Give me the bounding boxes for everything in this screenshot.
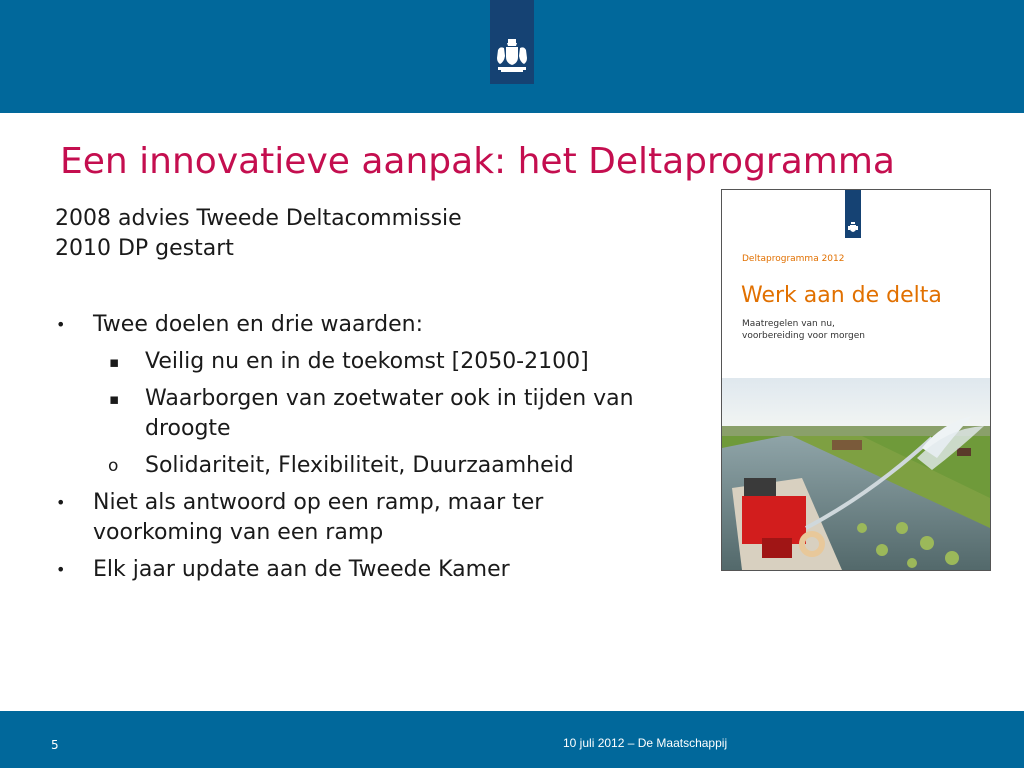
circle-bullet-icon: o (108, 456, 119, 476)
square-bullet-icon: ▪ (109, 353, 120, 371)
report-cover-image (721, 189, 991, 571)
bullet-text: Twee doelen en drie waarden: (93, 312, 423, 337)
cover-series-label: Deltaprogramma 2012 (742, 254, 845, 264)
sub-bullet-text: Veilig nu en in de toekomst [2050-2100] (145, 349, 589, 374)
polder-boat-photo (722, 378, 990, 570)
bullet-item (55, 488, 653, 548)
spacer (55, 264, 695, 303)
bullet-item (55, 555, 695, 585)
page-number: 5 (51, 738, 59, 752)
intro-line-2008: 2008 advies Tweede Deltacommissie (55, 206, 462, 231)
sub-bullet-item (55, 384, 665, 444)
bullet-dot-icon: • (56, 493, 66, 512)
bullet-item (55, 310, 695, 340)
bullet-dot-icon: • (56, 560, 66, 579)
cover-title: Werk aan de delta (741, 283, 942, 308)
intro-line-2010: 2010 DP gestart (55, 236, 234, 261)
footer-bar (0, 711, 1024, 768)
bullet-dot-icon: • (56, 315, 66, 334)
cover-coat-of-arms-icon (847, 221, 859, 233)
square-bullet-icon: ▪ (109, 390, 120, 408)
rijksoverheid-coat-of-arms-icon (495, 38, 529, 74)
slide-title: Een innovatieve aanpak: het Deltaprogramma (60, 141, 895, 182)
footer-text: 10 juli 2012 – De Maatschappij (563, 736, 728, 750)
sub-bullet-item (55, 451, 695, 481)
cover-subtitle-line: voorbereiding voor morgen (742, 331, 865, 341)
slide-body (55, 204, 695, 585)
header-bar (0, 0, 1024, 113)
bullet-text: Elk jaar update aan de Tweede Kamer (93, 557, 510, 582)
sub-bullet-text: Solidariteit, Flexibiliteit, Duurzaamheid (145, 453, 574, 478)
cover-subtitle (742, 318, 942, 342)
logo-tab (490, 0, 534, 84)
cover-logo-tab (845, 190, 861, 238)
sub-bullet-item (55, 347, 695, 377)
cover-subtitle-line: Maatregelen van nu, (742, 319, 835, 329)
sub-bullet-text: Waarborgen van zoetwater ook in tijden van droogte (145, 386, 634, 441)
bullet-text: Niet als antwoord op een ramp, maar ter voorkoming van een ramp (93, 490, 544, 545)
